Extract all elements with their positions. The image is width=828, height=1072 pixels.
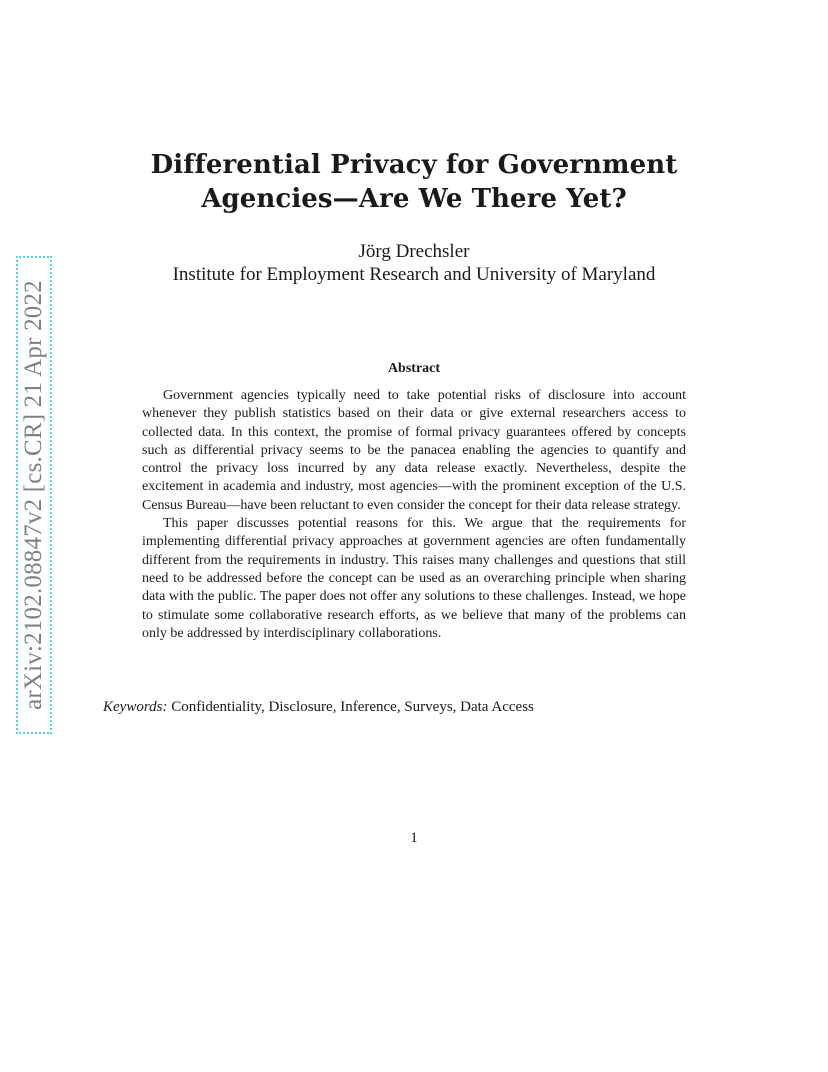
abstract-body [142, 387, 686, 643]
title-line-1: Differential Privacy for Government [150, 150, 678, 180]
author-name: Jörg Drechsler [358, 241, 470, 262]
arxiv-identifier: arXiv:2102.08847v2 [cs.CR] 21 Apr 2022 [20, 280, 47, 710]
keywords-label: Keywords: [103, 699, 168, 715]
page-number: 1 [410, 830, 418, 846]
title-line-2: Agencies—Are We There Yet? [201, 184, 627, 214]
author-affiliation: Institute for Employment Research and University of Maryland [172, 264, 656, 285]
keywords-list: Confidentiality, Disclosure, Inference, Surveys, Data Access [171, 699, 534, 715]
abstract-paragraph-2: This paper discusses potential reasons for this. We argue that the requirements for implementing differential privacy approaches at government agencies are often fundamentally different from the requirements in industry. This raises many challenges and questions that still need to be addressed before the concept can be used as an overarching principle when sharing data with the public. The paper does not offer any solutions to these challenges. Instead, we hope to stimulate some collaborative research efforts, as we believe that many of the problems can only be addressed by interdisciplinary collaborations. [142, 516, 686, 641]
keywords [103, 697, 743, 717]
arxiv-stamp [16, 256, 52, 734]
abstract-heading: Abstract [387, 361, 441, 376]
paper-title [0, 148, 828, 216]
abstract-paragraph-1: Government agencies typically need to take potential risks of disclosure into account whenever they publish statistics based on their data or give external researchers access to collected data. In this context, the promise of formal privacy guarantees offered by concepts such as differential privacy seems to be the panacea enabling the agencies to quantify and control the privacy loss incurred by any data release exactly. Nevertheless, despite the excitement in academia and industry, most agencies—with the prominent exception of the U.S. Census Bureau—have been reluctant to even consider the concept for their data release strategy. [142, 388, 686, 513]
